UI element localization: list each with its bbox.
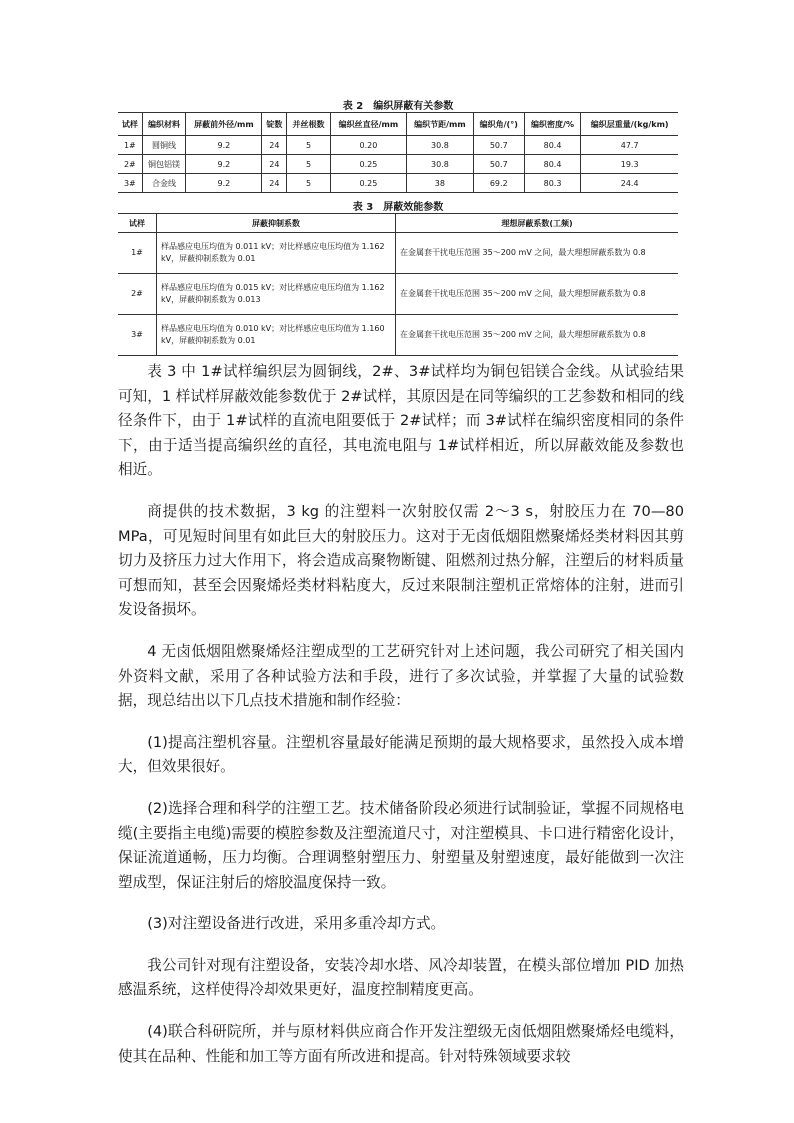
table-row — [118, 233, 678, 274]
header-cell: 编织丝直径/mm — [330, 113, 406, 136]
table-cell: 样品感应电压均值为 0.010 kV；对比样感应电压均值为 1.160 kV，屏蔽抑制系数为 0.01 — [157, 315, 396, 356]
table-cell: 19.3 — [581, 155, 678, 174]
table-cell: 0.25 — [330, 174, 406, 193]
table-cell: 80.4 — [524, 136, 581, 155]
table-header-row — [118, 113, 678, 136]
table-cell: 在金属套干扰电压范围 35～200 mV 之间，最大理想屏蔽系数为 0.8 — [396, 315, 679, 356]
table-cell: 47.7 — [581, 136, 678, 155]
table-cell: 样品感应电压均值为 0.015 kV；对比样感应电压均值为 1.162 kV，屏蔽抑制系数为 0.013 — [157, 274, 396, 315]
table3-shielding-efficiency — [118, 213, 678, 356]
table2-caption: 表 2 编织屏蔽有关参数 — [342, 101, 454, 112]
header-cell: 编织节距/mm — [407, 113, 474, 136]
body-text — [118, 360, 684, 1086]
table-cell: 样品感应电压均值为 0.011 kV；对比样感应电压均值为 1.162 kV，屏蔽抑制系数为 0.01 — [157, 233, 396, 274]
table-cell: 3# — [118, 174, 142, 193]
table-cell: 3# — [118, 315, 157, 356]
paragraph: 表 3 中 1#试样编织层为圆铜线，2#、3#试样均为铜包铝镁合金线。从试验结果可知，1 样试样屏蔽效能参数优于 2#试样，其原因是在同等编织的工艺参数和相同的线径条件下，由于 1#试样的直流电阻要低于 2#试样；而 3#试样在编织密度相同的条件下，由于适当提高编织丝的直径，其电流电阻与 1#试样相近，所以屏蔽效能及参数也相近。 — [118, 363, 684, 479]
table-cell: 80.3 — [524, 174, 581, 193]
table-cell: 38 — [407, 174, 474, 193]
table-cell: 50.7 — [473, 136, 524, 155]
table-cell: 24 — [262, 155, 287, 174]
table-cell: 圆铜线 — [142, 136, 186, 155]
header-cell: 编织密度/% — [524, 113, 581, 136]
paragraph: 商提供的技术数据，3 kg 的注塑料一次射胶仅需 2～3 s，射胶压力在 70—80 MPa，可见短时间里有如此巨大的射胶压力。这对于无卤低烟阻燃聚烯烃类材料因其剪切力及挤压力过大作用下，将会造成高聚物断键、阻燃剂过热分解，注塑后的材料质量可想而知，甚至会因聚烯烃类材料粘度大，反过来限制注塑机正常熔体的注射，进而引发设备损坏。 — [118, 502, 684, 619]
paragraph: (2)选择合理和科学的注塑工艺。技术储备阶段必须进行试制验证，掌握不同规格电缆(主要指主电缆)需要的模腔参数及注塑流道尺寸，对注塑模具、卡口进行精密化设计，保证流道通畅，压力均衡。合理调整射塑压力、射塑量及射塑速度，最好能做到一次注塑成型，保证注射后的熔胶温度保持一致。 — [118, 799, 684, 891]
table-cell: 9.2 — [186, 136, 262, 155]
table-cell: 69.2 — [473, 174, 524, 193]
table-cell: 在金属套干扰电压范围 35～200 mV 之间，最大理想屏蔽系数为 0.8 — [396, 233, 679, 274]
table2-shielding-parameters — [118, 112, 678, 193]
header-cell: 屏蔽前外径/mm — [186, 113, 262, 136]
paragraph: 4 无卤低烟阻燃聚烯烃注塑成型的工艺研究针对上述问题，我公司研究了相关国内外资料文献，采用了各种试验方法和手段，进行了多次试验，并掌握了大量的试验数据，现总结出以下几点技术措施和制作经验： — [118, 642, 684, 710]
table-cell: 30.8 — [407, 155, 474, 174]
table-cell: 1# — [118, 136, 142, 155]
header-cell: 屏蔽抑制系数 — [157, 214, 396, 233]
paragraph: (1)提高注塑机容量。注塑机容量最好能满足预期的最大规格要求，虽然投入成本增大，但效果很好。 — [118, 733, 684, 776]
table-row — [118, 136, 678, 155]
table-cell: 0.20 — [330, 136, 406, 155]
paragraph: 我公司针对现有注塑设备，安装冷却水塔、风冷却装置，在模头部位增加 PID 加热感温系统，这样使得冷却效果更好，温度控制精度更高。 — [118, 956, 684, 999]
table-cell: 在金属套干扰电压范围 35～200 mV 之间，最大理想屏蔽系数为 0.8 — [396, 274, 679, 315]
table-cell: 9.2 — [186, 174, 262, 193]
table-row — [118, 274, 678, 315]
table-cell: 铜包铝镁 — [142, 155, 186, 174]
header-cell: 并丝根数 — [287, 113, 331, 136]
table-cell: 24 — [262, 174, 287, 193]
table-cell: 9.2 — [186, 155, 262, 174]
header-cell: 编织层重量/(kg/km) — [581, 113, 678, 136]
table-cell: 2# — [118, 155, 142, 174]
paragraph: (4)联合科研院所，并与原材料供应商合作开发注塑级无卤低烟阻燃聚烯烃电缆料，使其在品种、性能和加工等方面有所改进和提高。针对特殊领域要求较 — [118, 1023, 684, 1065]
table-header-row — [118, 214, 678, 233]
header-cell: 试样 — [118, 113, 142, 136]
header-cell: 编织角/(°) — [473, 113, 524, 136]
table-row — [118, 174, 678, 193]
header-cell: 试样 — [118, 214, 157, 233]
table-cell: 24 — [262, 136, 287, 155]
table3-caption: 表 3 屏蔽效能参数 — [352, 202, 444, 213]
table-cell: 5 — [287, 155, 331, 174]
table-cell: 1# — [118, 233, 157, 274]
table-cell: 5 — [287, 136, 331, 155]
table-cell: 80.4 — [524, 155, 581, 174]
header-cell: 锭数 — [262, 113, 287, 136]
table-row — [118, 155, 678, 174]
table-cell: 24.4 — [581, 174, 678, 193]
header-cell: 编织材料 — [142, 113, 186, 136]
table-cell: 0.25 — [330, 155, 406, 174]
table-cell: 合金线 — [142, 174, 186, 193]
table-cell: 30.8 — [407, 136, 474, 155]
header-cell: 理想屏蔽系数(工频) — [396, 214, 679, 233]
table-row — [118, 315, 678, 356]
table-cell: 50.7 — [473, 155, 524, 174]
table-cell: 5 — [287, 174, 331, 193]
paragraph: (3)对注塑设备进行改进，采用多重冷却方式。 — [147, 915, 446, 933]
table-cell: 2# — [118, 274, 157, 315]
